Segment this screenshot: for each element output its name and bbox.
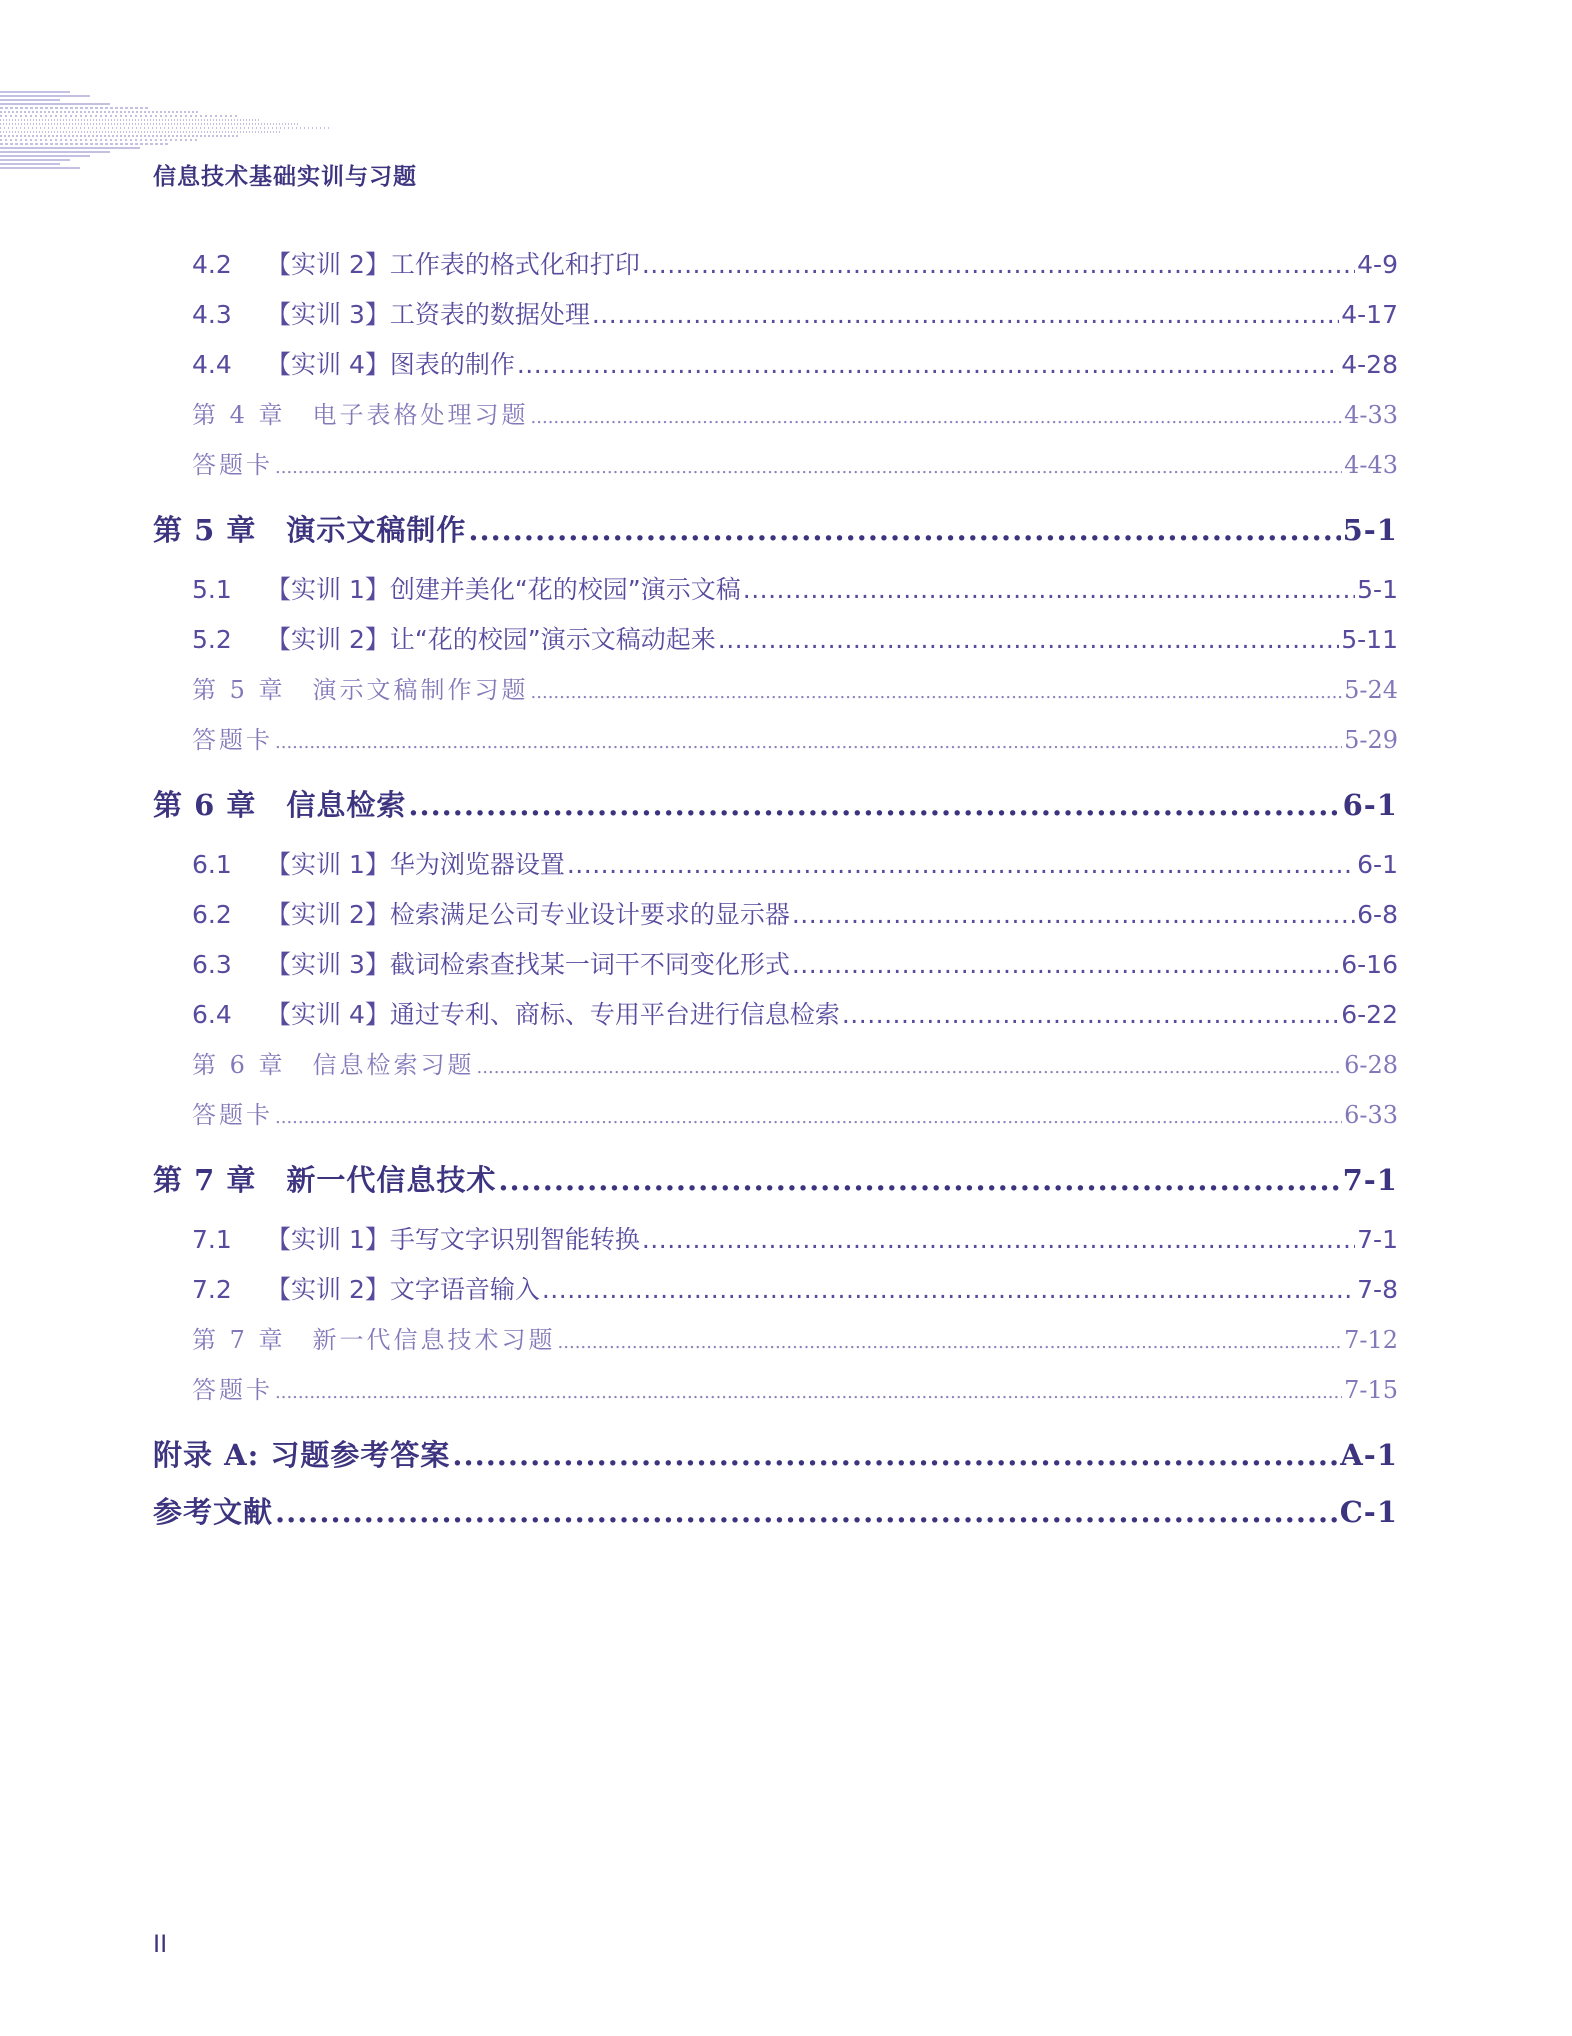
- toc-chapter-title: 第 5 章 演示文稿制作: [153, 513, 467, 547]
- toc-exercise-title: 第 4 章 电子表格处理习题: [192, 401, 529, 429]
- toc-section-line[interactable]: [192, 570, 1398, 606]
- toc-section-number: 7.1: [192, 1225, 232, 1254]
- toc-entry-label: [192, 245, 640, 281]
- toc-section-title: 【实训 4】图表的制作: [266, 350, 515, 379]
- toc-leader-dots: [567, 850, 1355, 879]
- toc-entry-label: [192, 295, 590, 331]
- toc-leader-dots: [275, 1382, 1342, 1403]
- toc-leader-dots: [792, 900, 1355, 929]
- toc-leader-dots: [792, 950, 1339, 979]
- toc-section-title: 【实训 1】创建并美化“花的校园”演示文稿: [266, 575, 741, 604]
- toc-leader-dots: [477, 1057, 1343, 1078]
- toc-exercise-line[interactable]: [192, 395, 1398, 430]
- toc-leader-dots: [468, 513, 1340, 547]
- toc-page-number: 7-12: [1344, 1326, 1398, 1354]
- toc-page-number: 7-15: [1344, 1376, 1398, 1404]
- page-number: II: [153, 1930, 168, 1958]
- toc-entry-label: [192, 845, 565, 881]
- toc-section-number: 4.3: [192, 300, 232, 329]
- toc-section-line[interactable]: [192, 620, 1398, 656]
- toc-section-number: 5.2: [192, 625, 232, 654]
- toc-chapter-line[interactable]: [153, 1433, 1398, 1474]
- toc-exercise-title: 第 5 章 演示文稿制作习题: [192, 676, 529, 704]
- toc-section-title: 【实训 4】通过专利、商标、专用平台进行信息检索: [266, 1000, 840, 1029]
- toc-chapter-title: 附录 A: 习题参考答案: [153, 1438, 451, 1472]
- toc-page-number: 5-24: [1344, 676, 1398, 704]
- toc-page-number: 4-9: [1357, 250, 1398, 279]
- toc-section-title: 【实训 2】让“花的校园”演示文稿动起来: [266, 625, 716, 654]
- toc-leader-dots: [743, 575, 1355, 604]
- toc-page-number: 5-1: [1342, 513, 1398, 547]
- toc-exercise-line[interactable]: [192, 670, 1398, 705]
- toc-page-number: 5-1: [1357, 575, 1398, 604]
- toc-exercise-line[interactable]: [192, 1095, 1398, 1130]
- toc-chapter-line[interactable]: [153, 1490, 1398, 1531]
- toc-page-number: 5-29: [1344, 726, 1398, 754]
- toc-section-number: 5.1: [192, 575, 232, 604]
- toc-exercise-line[interactable]: [192, 720, 1398, 755]
- toc-leader-dots: [408, 788, 1340, 822]
- toc-page-number: 4-43: [1344, 451, 1398, 479]
- toc-exercise-title: 答题卡: [192, 1376, 273, 1404]
- toc-leader-dots: [275, 457, 1342, 478]
- toc-leader-dots: [592, 300, 1339, 329]
- toc-section-title: 【实训 3】工资表的数据处理: [266, 300, 590, 329]
- toc-leader-dots: [517, 350, 1339, 379]
- toc-exercise-title: 答题卡: [192, 1101, 273, 1129]
- toc-section-number: 6.4: [192, 1000, 232, 1029]
- toc-section-number: 4.4: [192, 350, 232, 379]
- toc-exercise-title: 答题卡: [192, 726, 273, 754]
- toc-section-line[interactable]: [192, 1270, 1398, 1306]
- toc-leader-dots: [498, 1163, 1340, 1197]
- toc-page-number: 7-1: [1357, 1225, 1398, 1254]
- toc-page-number: 6-16: [1341, 950, 1398, 979]
- toc-exercise-line[interactable]: [192, 1370, 1398, 1405]
- toc-page-number: 6-1: [1357, 850, 1398, 879]
- toc-section-number: 4.2: [192, 250, 232, 279]
- toc-exercise-line[interactable]: [192, 445, 1398, 480]
- toc-leader-dots: [642, 250, 1355, 279]
- toc-entry-label: [192, 1270, 540, 1306]
- toc-page-number: A-1: [1340, 1438, 1398, 1472]
- toc-section-title: 【实训 3】截词检索查找某一词干不同变化形式: [266, 950, 790, 979]
- toc-leader-dots: [275, 732, 1342, 753]
- toc-section-title: 【实训 2】工作表的格式化和打印: [266, 250, 640, 279]
- toc-section-title: 【实训 1】手写文字识别智能转换: [266, 1225, 640, 1254]
- toc-section-line[interactable]: [192, 1220, 1398, 1256]
- toc-exercise-title: 答题卡: [192, 451, 273, 479]
- book-title: 信息技术基础实训与习题: [153, 164, 417, 190]
- toc-page-number: 4-33: [1344, 401, 1398, 429]
- toc-entry-label: [192, 945, 790, 981]
- toc-section-line[interactable]: [192, 845, 1398, 881]
- toc-entry-label: [192, 895, 790, 931]
- toc-page-number: 6-33: [1344, 1101, 1398, 1129]
- toc-page-number: 6-1: [1342, 788, 1398, 822]
- toc-leader-dots: [718, 625, 1339, 654]
- toc-exercise-line[interactable]: [192, 1045, 1398, 1080]
- toc-entry-label: [192, 1220, 640, 1256]
- toc-section-number: 6.3: [192, 950, 232, 979]
- toc-section-line[interactable]: [192, 895, 1398, 931]
- toc-page-number: 6-22: [1341, 1000, 1398, 1029]
- toc-entry-label: [192, 570, 741, 606]
- toc-leader-dots: [542, 1275, 1355, 1304]
- toc-chapter-title: 第 6 章 信息检索: [153, 788, 407, 822]
- toc-section-line[interactable]: [192, 995, 1398, 1031]
- toc-section-number: 7.2: [192, 1275, 232, 1304]
- toc-page-number: 4-17: [1341, 300, 1398, 329]
- toc-leader-dots: [642, 1225, 1355, 1254]
- toc-page-number: 7-1: [1342, 1163, 1398, 1197]
- toc-leader-dots: [842, 1000, 1339, 1029]
- toc-entry-label: [192, 620, 716, 656]
- toc-page-number: 7-8: [1357, 1275, 1398, 1304]
- toc-chapter-line[interactable]: [153, 508, 1398, 549]
- toc-section-title: 【实训 2】文字语音输入: [266, 1275, 540, 1304]
- toc-section-line[interactable]: [192, 245, 1398, 281]
- toc-exercise-title: 第 7 章 新一代信息技术习题: [192, 1326, 556, 1354]
- toc-chapter-title: 第 7 章 新一代信息技术: [153, 1163, 497, 1197]
- toc-exercise-line[interactable]: [192, 1320, 1398, 1355]
- toc-section-title: 【实训 2】检索满足公司专业设计要求的显示器: [266, 900, 790, 929]
- toc-section-line[interactable]: [192, 345, 1398, 381]
- toc-chapter-line[interactable]: [153, 783, 1398, 824]
- toc-page-number: 4-28: [1341, 350, 1398, 379]
- toc-page-number: C-1: [1339, 1495, 1398, 1529]
- toc-section-line[interactable]: [192, 295, 1398, 331]
- toc-leader-dots: [531, 682, 1343, 703]
- toc-leader-dots: [558, 1332, 1343, 1353]
- toc-section-number: 6.1: [192, 850, 232, 879]
- toc-chapter-title: 参考文献: [153, 1495, 274, 1529]
- toc-section-title: 【实训 1】华为浏览器设置: [266, 850, 565, 879]
- toc-entry-label: [192, 345, 515, 381]
- toc-leader-dots: [275, 1495, 1338, 1529]
- toc-leader-dots: [275, 1107, 1342, 1128]
- toc-leader-dots: [452, 1438, 1338, 1472]
- toc-page-number: 6-8: [1357, 900, 1398, 929]
- toc-page-number: 5-11: [1341, 625, 1398, 654]
- toc-chapter-line[interactable]: [153, 1158, 1398, 1199]
- toc-section-line[interactable]: [192, 945, 1398, 981]
- toc-entry-label: [192, 995, 840, 1031]
- toc-page-number: 6-28: [1344, 1051, 1398, 1079]
- toc-leader-dots: [531, 407, 1343, 428]
- toc-section-number: 6.2: [192, 900, 232, 929]
- toc-exercise-title: 第 6 章 信息检索习题: [192, 1051, 475, 1079]
